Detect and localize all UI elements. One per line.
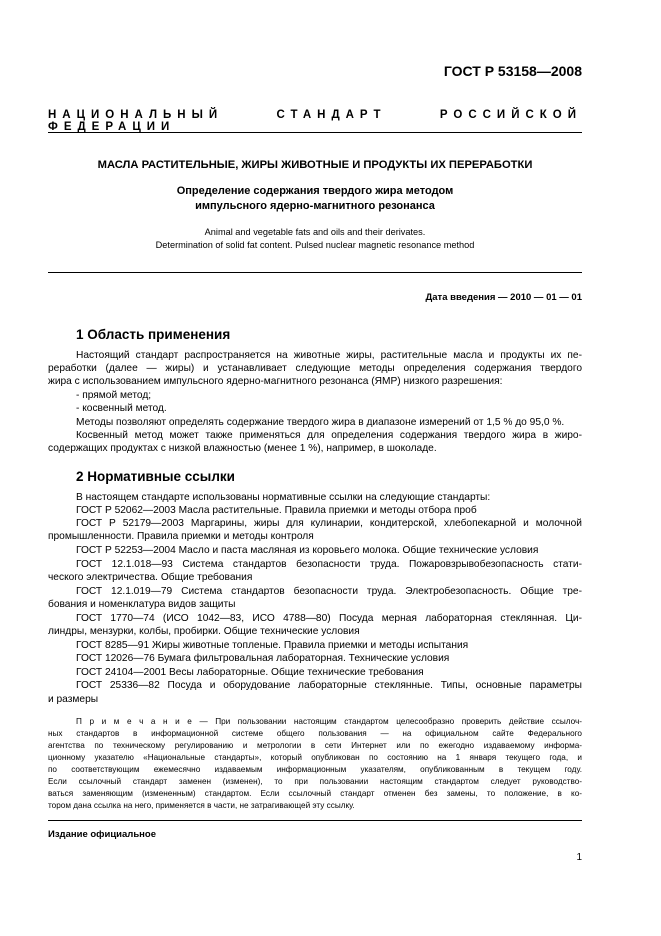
section-1-line: Методы позволяют определять содержание твердого жира в диапазоне измерений от 1,5 % до 95,0 %. xyxy=(76,417,565,428)
section-2-reference: и размеры xyxy=(48,694,99,705)
section-2-reference: ГОСТ 24104—2001 Весы лабораторные. Общие технические требования xyxy=(76,667,424,678)
page-number: 1 xyxy=(576,852,582,863)
section-2-reference: линдры, мензурки, колбы, пробирки. Общие технические условия xyxy=(48,626,360,637)
title-divider xyxy=(48,272,582,273)
note-line: ных стандартов в информационной системе общего пользования — на официальном сайте Федерального xyxy=(48,729,582,738)
section-2-reference: ческого электричества. Общие требования xyxy=(48,572,253,583)
footer-divider xyxy=(48,820,582,821)
introduction-date: Дата введения — 2010 — 01 — 01 xyxy=(425,292,582,303)
section-2-reference: промышленности. Правила приемки и методы контроля xyxy=(48,531,314,542)
document-title: МАСЛА РАСТИТЕЛЬНЫЕ, ЖИРЫ ЖИВОТНЫЕ И ПРОДУКТЫ ИХ ПЕРЕРАБОТКИ xyxy=(97,159,533,171)
section-2-reference: ГОСТ 1770—74 (ИСО 1042—83, ИСО 4788—80) Посуда мерная лабораторная стеклянная. Ци- xyxy=(76,613,582,624)
document-subtitle-line-1: Определение содержания твердого жира методом xyxy=(176,185,454,197)
section-2-heading: 2 Нормативные ссылки xyxy=(76,469,235,484)
document-subtitle-line-2: импульсного ядерно-магнитного резонанса xyxy=(195,200,435,212)
section-1-line: жира с использованием импульсного ядерно-магнитного резонанса (ЯМР) низкого разрешения: xyxy=(48,376,503,387)
section-1-line: содержащих продуктах с низкой влажностью (менее 1 %), например, в шоколаде. xyxy=(48,443,437,454)
document-code: ГОСТ Р 53158—2008 xyxy=(443,63,582,79)
section-1-list-item: - прямой метод; xyxy=(76,390,152,401)
note-line: Если ссылочный стандарт заменен (изменен), то при пользовании настоящим стандартом следует руководство- xyxy=(48,777,582,786)
section-2-reference: ГОСТ Р 52062—2003 Масла растительные. Правила приемки и методы отбора проб xyxy=(76,505,477,516)
section-2-reference: бования и номенклатура видов защиты xyxy=(48,599,236,610)
note-line: ваться заменяющим (измененным) стандартом. Если ссылочный стандарт отменен без замены, то положение, в ко- xyxy=(48,789,582,798)
section-1-list-item: - косвенный метод. xyxy=(76,403,167,414)
section-2-reference: ГОСТ 12.1.018—93 Система стандартов безопасности труда. Пожаровзрывобезопасность стати- xyxy=(76,559,582,570)
section-2-reference: ГОСТ Р 52179—2003 Маргарины, жиры для кулинарии, кондитерской, хлебопекарной и молочной xyxy=(76,518,582,529)
english-title-line-2: Determination of solid fat content. Pulsed nuclear magnetic resonance method xyxy=(155,240,475,250)
section-1-heading: 1 Область применения xyxy=(76,327,231,342)
note-line: П р и м е ч а н и е — При пользовании настоящим стандартом целесообразно проверить действие ссылоч- xyxy=(76,717,582,726)
note-line: по соответствующим ежемесячно издаваемым информационным указателям, опубликованным в текущем году. xyxy=(48,765,582,774)
english-title-line-1: Animal and vegetable fats and oils and their derivates. xyxy=(204,227,426,237)
edition-label: Издание официальное xyxy=(48,829,156,840)
note-line: ционному указателю «Национальные стандарты», который опубликован по состоянию на 1 января текущего года, и xyxy=(48,753,582,762)
section-2-reference: ГОСТ 12.1.019—79 Система стандартов безопасности труда. Электробезопасность. Общие тре- xyxy=(76,586,582,597)
section-2-reference: ГОСТ Р 52253—2004 Масло и паста масляная из коровьего молока. Общие технические условия xyxy=(76,545,539,556)
note-line: агентства по техническому регулированию и метрологии в сети Интернет или по ежегодно издаваемому информа- xyxy=(48,741,582,750)
section-1-line: реработки (далее — жиры) и устанавливает следующие методы определения содержания твердого xyxy=(48,363,582,374)
section-2-line: В настоящем стандарте использованы нормативные ссылки на следующие стандарты: xyxy=(76,492,491,503)
section-1-line: Настоящий стандарт распространяется на животные жиры, растительные масла и продукты их пе- xyxy=(76,350,582,361)
section-2-reference: ГОСТ 12026—76 Бумага фильтровальная лабораторная. Технические условия xyxy=(76,653,450,664)
section-1-line: Косвенный метод может также применяться для определения содержания твердого жира в жиро- xyxy=(76,430,582,441)
header-divider xyxy=(48,132,582,133)
note-line: тором дана ссылка на него, применяется в части, не затрагивающей эту ссылку. xyxy=(48,801,355,810)
section-2-reference: ГОСТ 25336—82 Посуда и оборудование лабораторные стеклянные. Типы, основные параметры xyxy=(76,680,582,691)
standard-banner: НАЦИОНАЛЬНЫЙ СТАНДАРТ РОССИЙСКОЙ ФЕДЕРАЦИИ xyxy=(48,109,582,133)
section-2-reference: ГОСТ 8285—91 Жиры животные топленые. Правила приемки и методы испытания xyxy=(76,640,469,651)
